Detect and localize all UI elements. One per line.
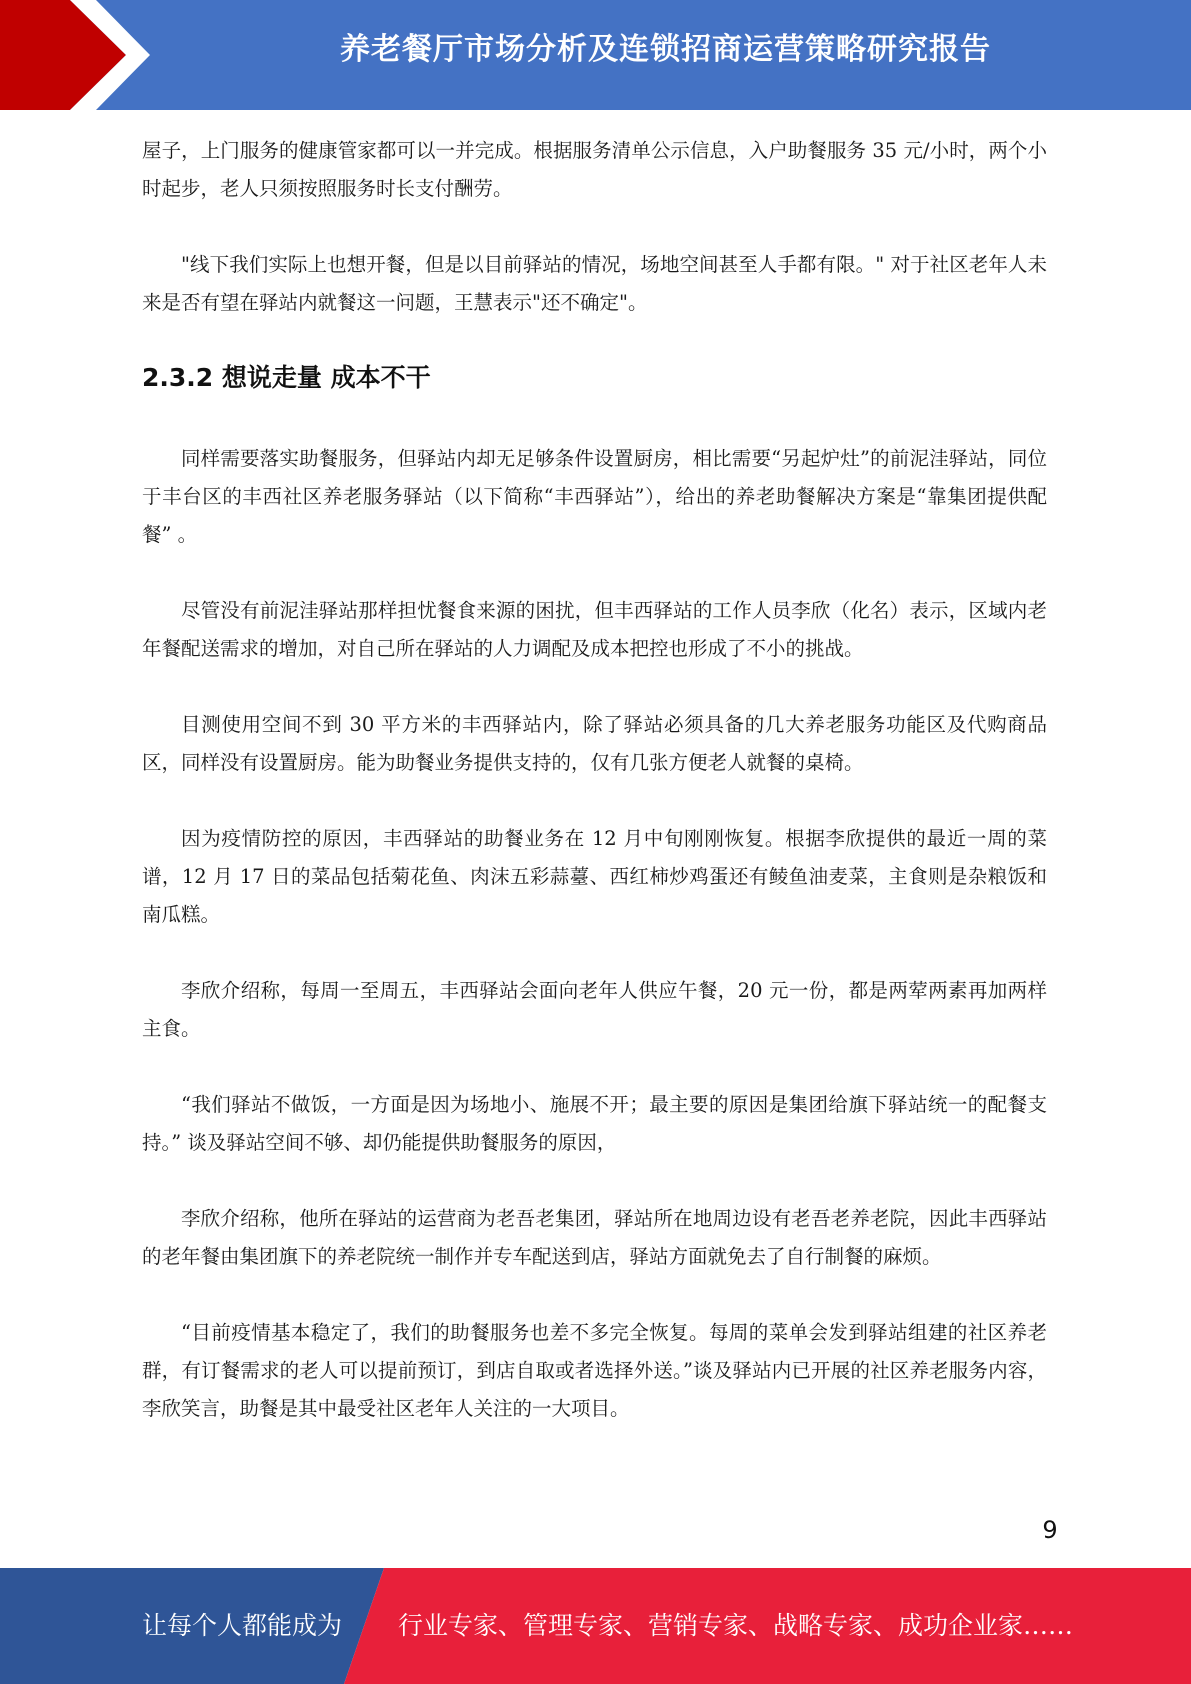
paragraph: 尽管没有前泥洼驿站那样担忧餐食来源的困扰，但丰西驿站的工作人员李欣（化名）表示，区域内老年餐配送需求的增加，对自己所在驿站的人力调配及成本把控也形成了不小的挑战。 (142, 599, 1047, 660)
page-number: 9 (1042, 1516, 1058, 1544)
paragraph: 屋子，上门服务的健康管家都可以一并完成。根据服务清单公示信息，入户助餐服务 35 元/小时，两个小时起步，老人只须按照服务时长支付酬劳。 (142, 139, 1047, 200)
paragraph: 目测使用空间不到 30 平方米的丰西驿站内，除了驿站必须具备的几大养老服务功能区及代购商品区，同样没有设置厨房。能为助餐业务提供支持的，仅有几张方便老人就餐的桌椅。 (142, 713, 1047, 774)
page-footer (0, 1568, 1191, 1684)
section-heading: 2.3.2 想说走量 成本不干 (142, 363, 431, 392)
document-body (142, 132, 1047, 1428)
paragraph: 因为疫情防控的原因，丰西驿站的助餐业务在 12 月中旬刚刚恢复。根据李欣提供的最近一周的菜谱，12 月 17 日的菜品包括菊花鱼、肉沫五彩蒜薹、西红柿炒鸡蛋还有鲮鱼油麦菜，主食则是杂粮饭和南瓜糕。 (142, 827, 1047, 926)
paragraph: “我们驿站不做饭，一方面是因为场地小、施展不开；最主要的原因是集团给旗下驿站统一的配餐支持。” 谈及驿站空间不够、却仍能提供助餐服务的原因， (142, 1093, 1047, 1154)
paragraph: 李欣介绍称，每周一至周五，丰西驿站会面向老年人供应午餐，20 元一份，都是两荤两素再加两样主食。 (142, 979, 1047, 1040)
paragraph: “目前疫情基本稳定了，我们的助餐服务也差不多完全恢复。每周的菜单会发到驿站组建的社区养老群，有订餐需求的老人可以提前预订，到店自取或者选择外送。”谈及驿站内已开展的社区养老服务内容，李欣笑言，助餐是其中最受社区老年人关注的一大项目。 (142, 1321, 1047, 1420)
footer-slogan-right: 行业专家、管理专家、营销专家、战略专家、成功企业家…… (398, 1611, 1074, 1640)
paragraph: "线下我们实际上也想开餐，但是以目前驿站的情况，场地空间甚至人手都有限。" 对于社区老年人未来是否有望在驿站内就餐这一问题，王慧表示"还不确定"。 (142, 253, 1047, 314)
footer-slogan-left: 让每个人都能成为 (142, 1611, 343, 1640)
paragraph: 同样需要落实助餐服务，但驿站内却无足够条件设置厨房，相比需要“另起炉灶”的前泥洼驿站，同位于丰台区的丰西社区养老服务驿站（以下简称“丰西驿站”），给出的养老助餐解决方案是“靠集团提供配餐” 。 (142, 447, 1047, 546)
paragraph: 李欣介绍称，他所在驿站的运营商为老吾老集团，驿站所在地周边设有老吾老养老院，因此丰西驿站的老年餐由集团旗下的养老院统一制作并专车配送到店，驿站方面就免去了自行制餐的麻烦。 (142, 1207, 1047, 1268)
page-header (0, 0, 1191, 110)
report-title: 养老餐厅市场分析及连锁招商运营策略研究报告 (340, 32, 991, 67)
